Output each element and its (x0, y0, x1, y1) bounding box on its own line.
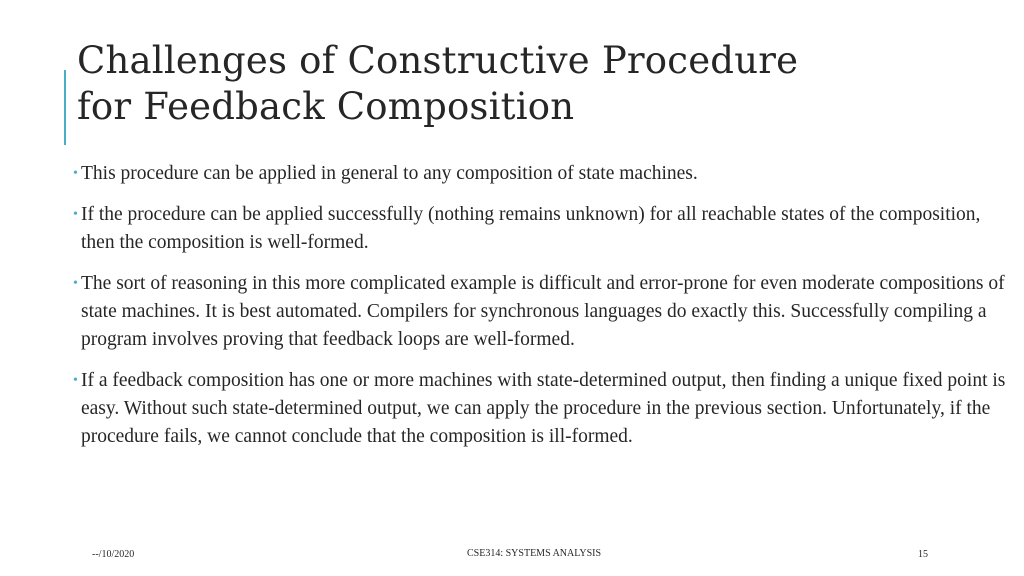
title-accent-bar (64, 70, 66, 145)
bullet-text: This procedure can be applied in general to any composition of state machines. (81, 163, 698, 184)
bullet-item (73, 160, 1008, 188)
bullet-icon: • (73, 207, 78, 222)
slide-title-line-1: Challenges of Constructive Procedure (77, 39, 799, 82)
bullet-item (73, 270, 1008, 354)
footer-date: --/10/2020 (92, 549, 135, 560)
footer-page-number: 15 (918, 549, 928, 560)
bullet-text: If a feedback composition has one or more machines with state-determined output, then finding a unique fixed point is easy. Without such state-determined output, we can apply the procedure in the previous section. Unfortunately, if the procedure fails, we cannot conclude that the composition is ill-formed. (81, 370, 1006, 447)
bullet-item (73, 367, 1008, 451)
bullet-icon: • (73, 373, 78, 388)
bullet-icon: • (73, 276, 78, 291)
bullet-list (73, 160, 1008, 464)
bullet-text: The sort of reasoning in this more complicated example is difficult and error-prone for even moderate compositions of state machines. It is best automated. Compilers for synchronous languages do exactly this. Successfully compiling a program involves proving that feedback loops are well-formed. (81, 273, 1005, 350)
bullet-item (73, 201, 1008, 257)
footer-course-title: CSE314: SYSTEMS ANALYSIS (467, 548, 602, 559)
slide-title-line-2: for Feedback Composition (77, 85, 575, 128)
bullet-text: If the procedure can be applied successfully (nothing remains unknown) for all reachable states of the composition, then the composition is well-formed. (81, 204, 981, 253)
bullet-icon: • (73, 166, 78, 181)
slide-title (77, 38, 977, 130)
